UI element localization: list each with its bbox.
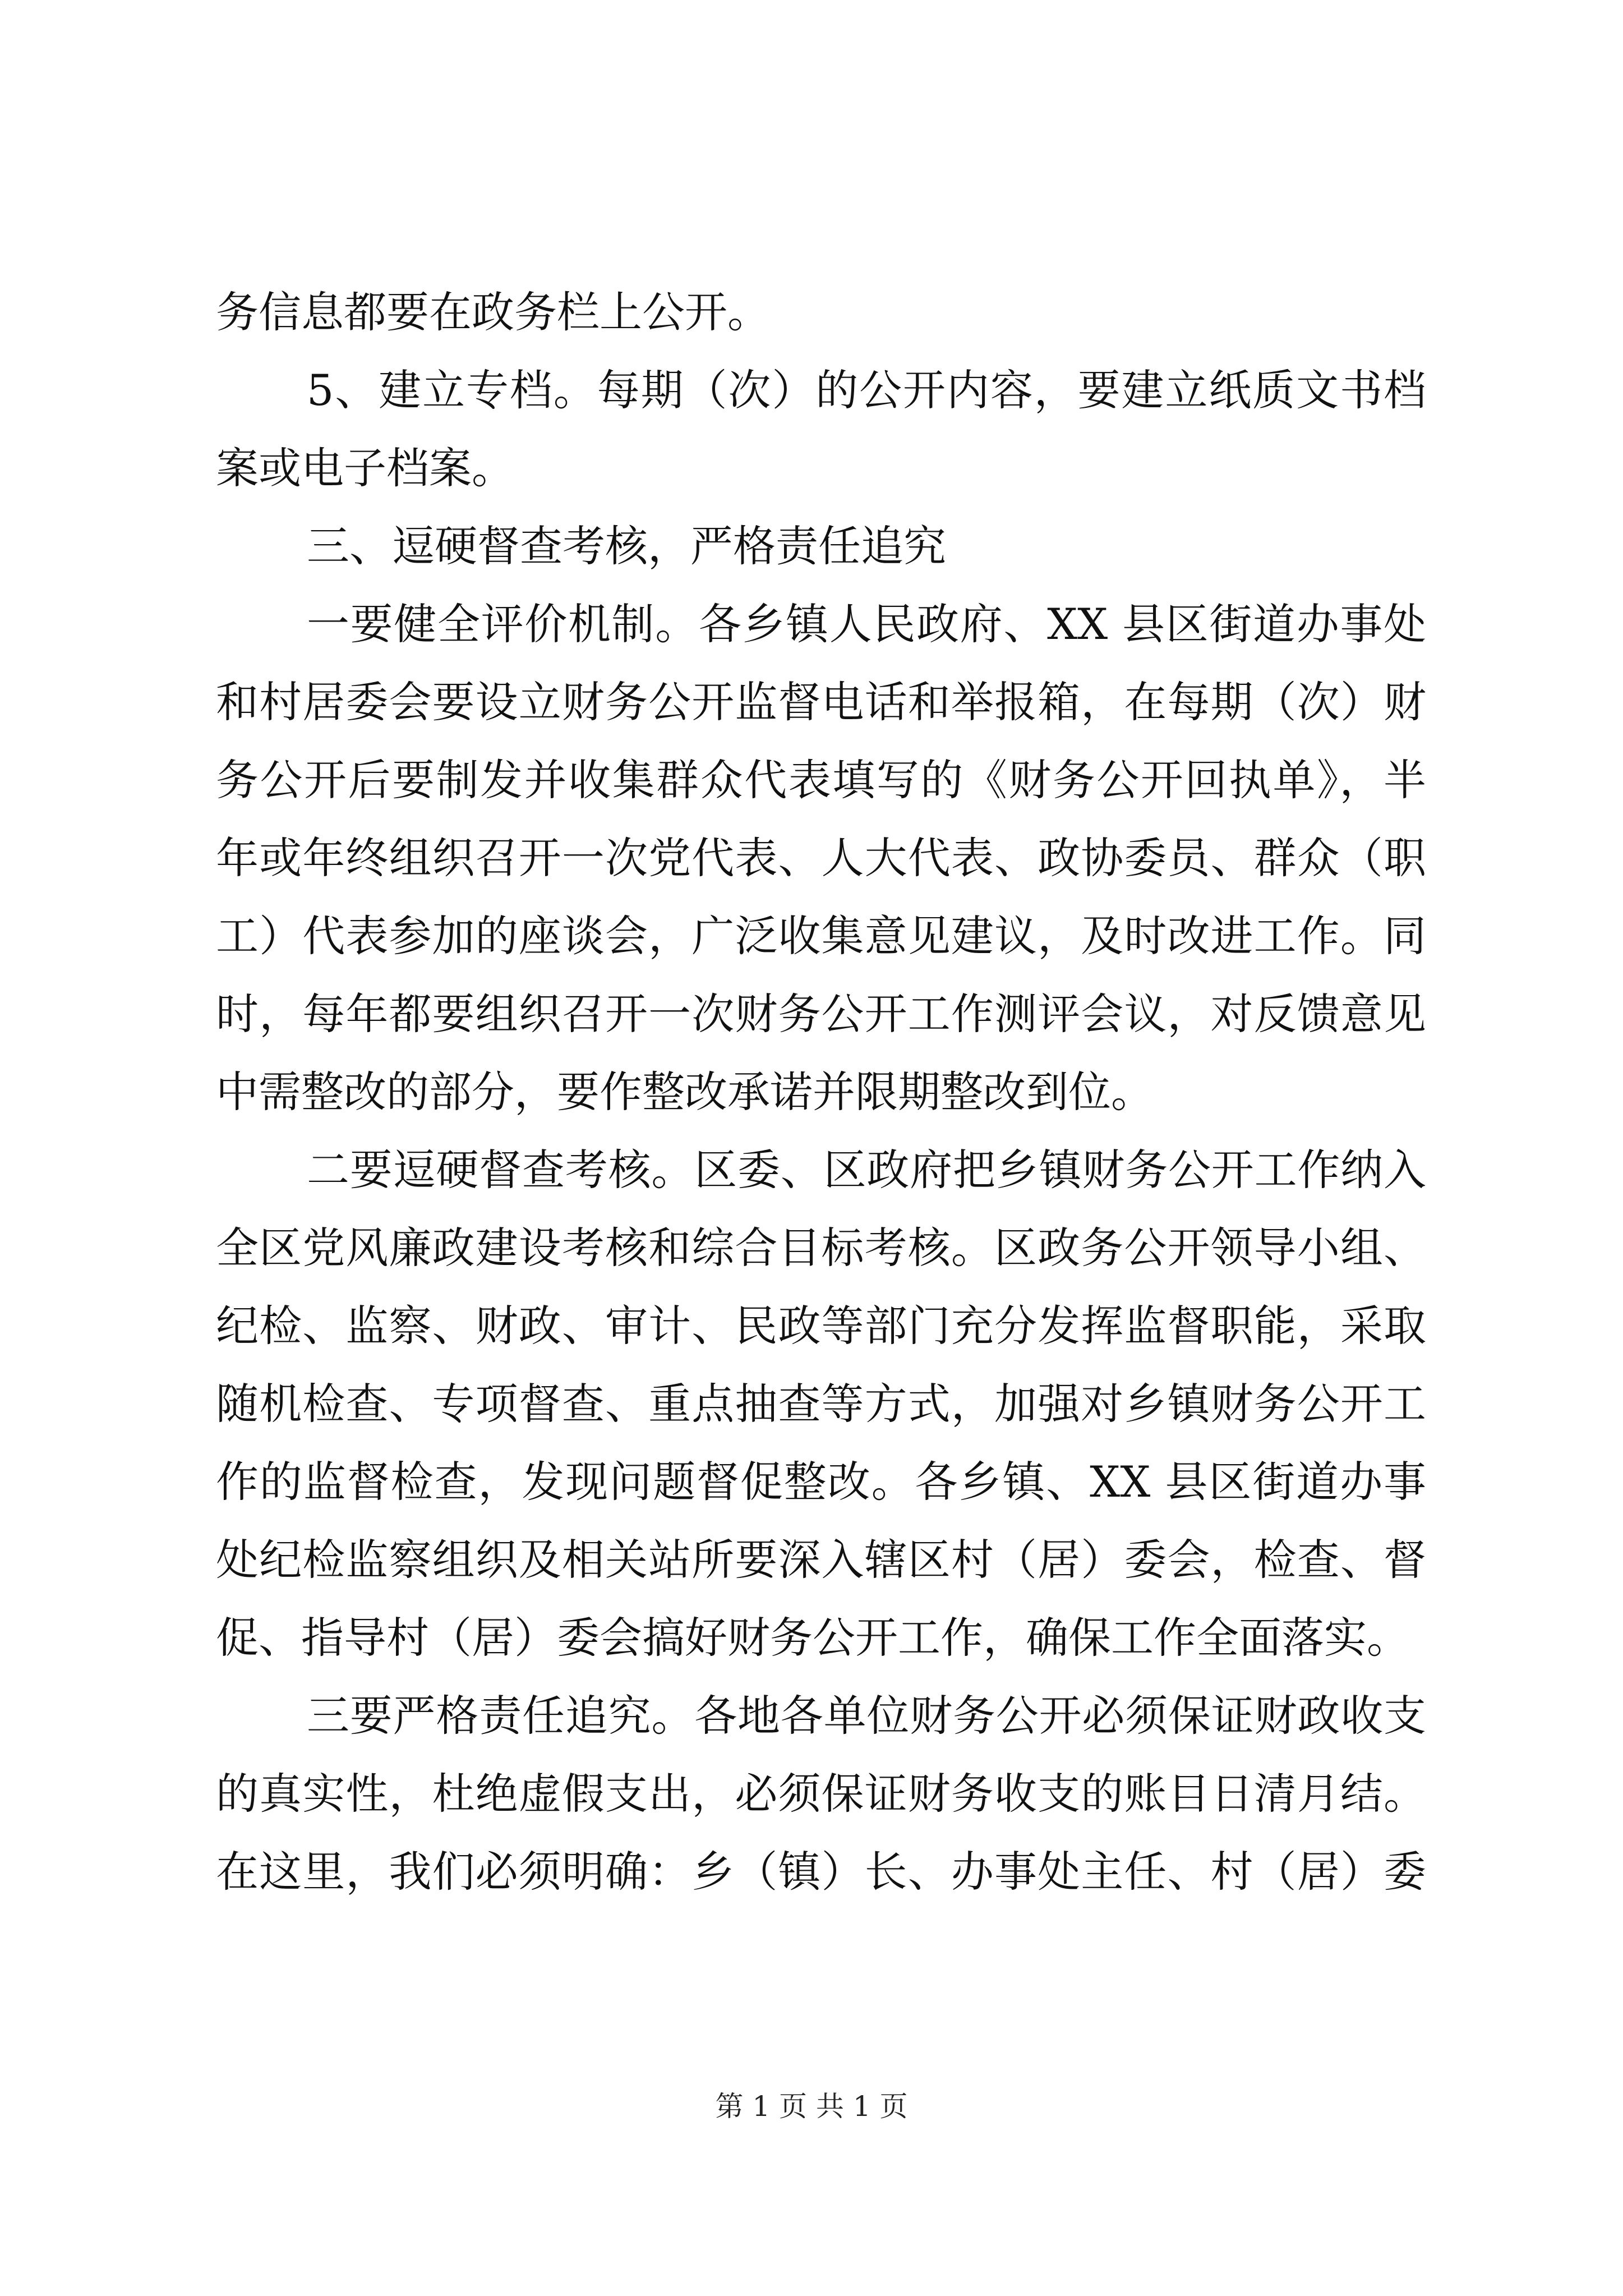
text-line: 务信息都要在政务栏上公开。 bbox=[216, 287, 770, 337]
text-line: 年或年终组织召开一次党代表、人大代表、政协委员、群众（职 bbox=[216, 833, 1426, 883]
text-line: 的真实性，杜绝虚假支出，必须保证财务收支的账目日清月结。 bbox=[216, 1769, 1426, 1819]
text-line: 二要逗硬督查考核。区委、区政府把乡镇财务公开工作纳入 bbox=[307, 1145, 1426, 1195]
page-footer: 第 1 页 共 1 页 bbox=[715, 2090, 908, 2123]
text-line: 一要健全评价机制。各乡镇人民政府、XX 县区街道办事处 bbox=[307, 599, 1426, 649]
text-line: 作的监督检查，发现问题督促整改。各乡镇、XX 县区街道办事 bbox=[216, 1457, 1426, 1507]
text-line: 时，每年都要组织召开一次财务公开工作测评会议，对反馈意见 bbox=[216, 989, 1426, 1039]
text-line: 在这里，我们必须明确：乡（镇）长、办事处主任、村（居）委 bbox=[216, 1847, 1426, 1897]
text-line: 和村居委会要设立财务公开监督电话和举报箱，在每期（次）财 bbox=[216, 677, 1426, 727]
text-line: 中需整改的部分，要作整改承诺并限期整改到位。 bbox=[216, 1067, 1154, 1117]
text-line: 纪检、监察、财政、审计、民政等部门充分发挥监督职能，采取 bbox=[216, 1301, 1426, 1351]
text-line: 随机检查、专项督查、重点抽查等方式，加强对乡镇财务公开工 bbox=[216, 1379, 1426, 1429]
text-line: 促、指导村（居）委会搞好财务公开工作，确保工作全面落实。 bbox=[216, 1613, 1409, 1663]
text-line: 全区党风廉政建设考核和综合目标考核。区政务公开领导小组、 bbox=[216, 1223, 1426, 1273]
text-line: 工）代表参加的座谈会，广泛收集意见建议，及时改进工作。同 bbox=[216, 911, 1426, 961]
text-line: 务公开后要制发并收集群众代表填写的《财务公开回执单》，半 bbox=[216, 755, 1426, 805]
text-line: 案或电子档案。 bbox=[216, 443, 514, 493]
text-line: 三要严格责任追究。各地各单位财务公开必须保证财政收支 bbox=[307, 1691, 1426, 1741]
text-line: 处纪检监察组织及相关站所要深入辖区村（居）委会，检查、督 bbox=[216, 1535, 1426, 1585]
text-line: 三、逗硬督查考核，严格责任追究 bbox=[307, 521, 946, 571]
text-line: 5、建立专档。每期（次）的公开内容，要建立纸质文书档 bbox=[307, 365, 1426, 415]
